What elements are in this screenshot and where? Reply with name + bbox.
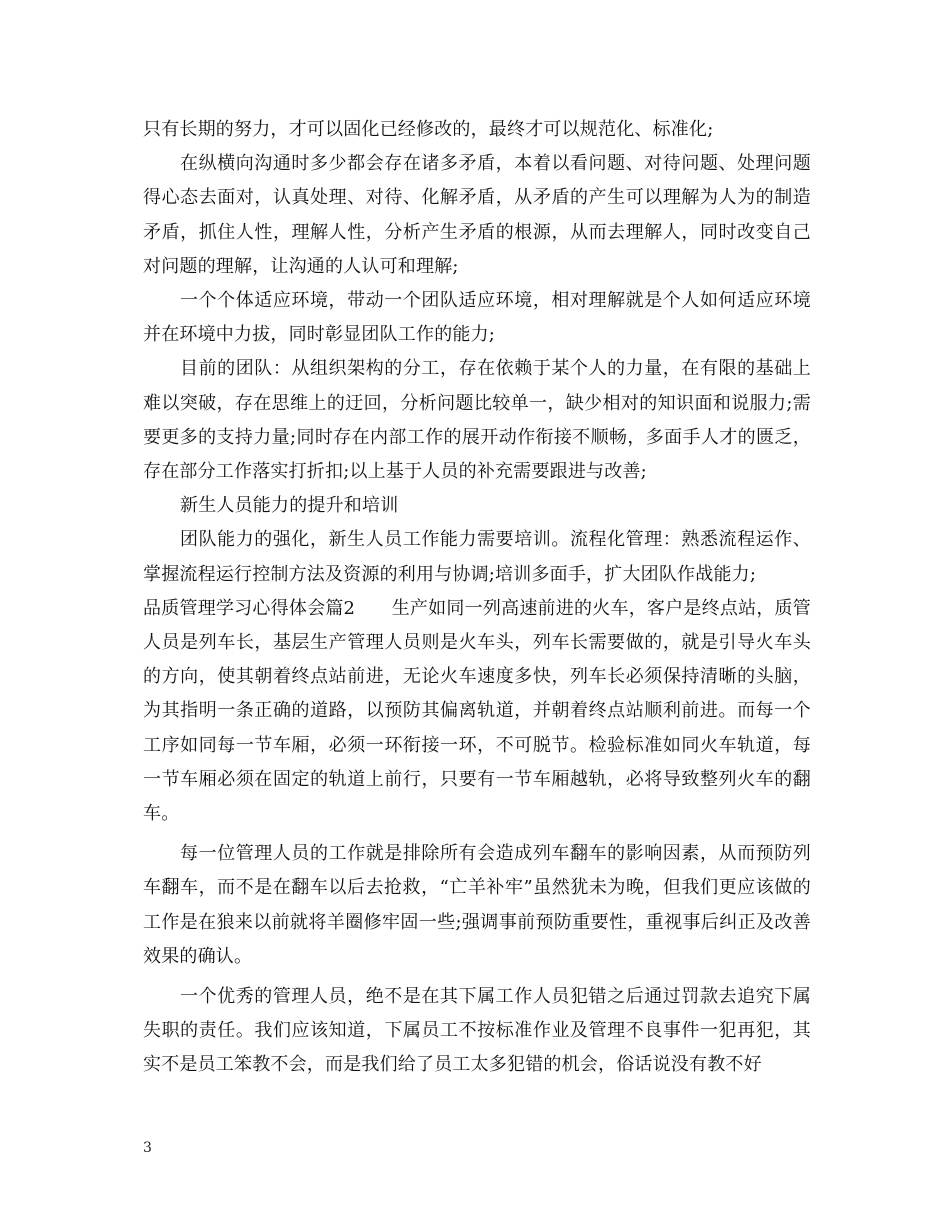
paragraph-5: 团队能力的强化，新生人员工作能力需要培训。流程化管理：熟悉流程运作、掌握流程运行控制方法及资源的利用与协调;培训多面手，扩大团队作战能力; xyxy=(143,529,811,585)
paragraph-8: 一个优秀的管理人员，绝不是在其下属工作人员犯错之后通过罚款去追究下属失职的责任。我们应该知道，下属员工不按标准作业及管理不良事件一犯再犯，其实不是员工笨教不会，而是我们给了员工太多犯错的机会，俗话说没有教不好 xyxy=(143,986,811,1076)
paragraph-2: 在纵横向沟通时多少都会存在诸多矛盾，本着以看问题、对待问题、处理问题得心态去面对，认真处理、对待、化解矛盾，从矛盾的产生可以理解为人为的制造矛盾，抓住人性，理解人性，分析产生矛盾的根源，从而去理解人，同时改变自己对问题的理解，让沟通的人认可和理解; xyxy=(143,153,811,277)
paragraph-4: 目前的团队：从组织架构的分工，存在依赖于某个人的力量，在有限的基础上难以突破，存在思维上的迂回，分析问题比较单一，缺少相对的知识面和说服力;需要更多的支持力量;同时存在内部工作的展开动作衔接不顺畅，多面手人才的匮乏，存在部分工作落实打折扣;以上基于人员的补充需要跟进与改善; xyxy=(143,358,811,483)
paragraph-1: 只有长期的努力，才可以固化已经修改的，最终才可以规范化、标准化; xyxy=(143,119,714,140)
page-number: 3 xyxy=(143,1140,152,1156)
page-body xyxy=(143,113,811,1083)
paragraph-7: 每一位管理人员的工作就是排除所有会造成列车翻车的影响因素，从而预防列车翻车，而不是在翻车以后去抢救，“亡羊补牢”虽然犹未为晚，但我们更应该做的工作是在狼来以前就将羊圈修牢固一些;强调事前预防重要性，重视事后纠正及改善效果的确认。 xyxy=(143,843,811,967)
section-heading: 新生人员能力的提升和培训 xyxy=(180,495,399,517)
paragraph-3: 一个个体适应环境，带动一个团队适应环境，相对理解就是个人如何适应环境并在环境中力拔，同时彰显团队工作的能力; xyxy=(143,290,811,346)
paragraph-6: 品质管理学习心得体会篇2 生产如同一列高速前进的火车，客户是终点站，质管人员是列车长，基层生产管理人员则是火车头，列车长需要做的，就是引导火车头的方向，使其朝着终点站前进，无论火车速度多快，列车长必须保持清晰的头脑，为其指明一条正确的道路，以预防其偏离轨道，并朝着终点站顺利前进。而每一个工序如同每一节车厢，必须一环衔接一环，不可脱节。检验标准如同火车轨道，每一节车厢必须在固定的轨道上前行，只要有一节车厢越轨，必将导致整列火车的翻车。 xyxy=(143,597,811,825)
